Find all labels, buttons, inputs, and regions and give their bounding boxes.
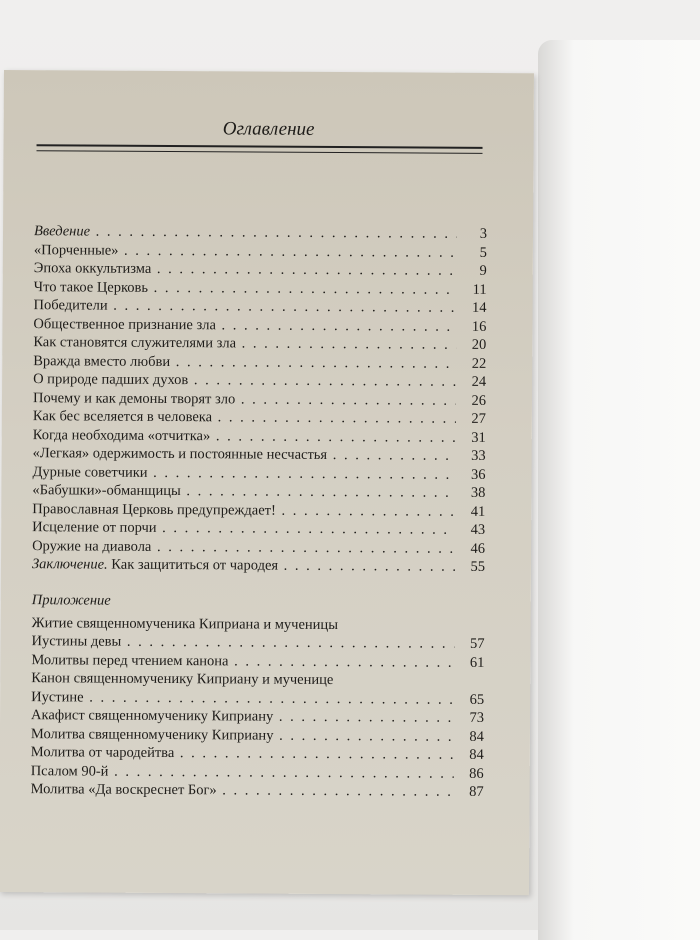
toc-page-number: 43 [470, 521, 486, 538]
toc-entry-label: Почему и как демоны творят зло [32, 389, 236, 407]
toc-page-number: 61 [469, 654, 485, 671]
appendix-title: Приложение [31, 591, 111, 609]
toc-page-number: 46 [470, 540, 486, 557]
toc-entry-label: Иустине [31, 688, 84, 705]
toc-page-number: 86 [469, 765, 484, 782]
toc-entry-first-line: Житие священномученика Киприана и мученицы [31, 614, 339, 633]
toc-entry [31, 780, 484, 801]
toc-entry-label: Эпоха оккультизма [33, 260, 152, 277]
toc-entry-label: Как защититься от чародея [107, 556, 279, 574]
toc-page-number: 26 [471, 392, 487, 409]
toc-page-number: 41 [470, 503, 486, 520]
table-of-contents [31, 222, 488, 801]
toc-entry-label: Молитва от чародейтва [30, 744, 175, 762]
toc-entry-label: Как бес вселяется в человека [32, 408, 213, 426]
toc-page-number: 3 [479, 225, 488, 242]
toc-page-number: 84 [469, 746, 484, 763]
toc-page-number: 20 [471, 336, 487, 353]
toc-page-number: 36 [470, 466, 486, 483]
toc-entry-label: Оружие на диавола [32, 537, 152, 555]
toc-entry-label: «Бабушки»-обманщицы [32, 482, 181, 500]
toc-page-number: 55 [470, 558, 486, 575]
toc-page-number: 31 [471, 429, 486, 446]
toc-entry-label: Молитва «Да воскреснет Бог» [30, 781, 217, 799]
toc-entry-label: Что такое Церковь [33, 278, 149, 296]
toc-entry-label: Псалом 90-й [30, 762, 109, 780]
toc-entry-label: Когда необходима «отчитка» [32, 426, 211, 444]
toc-page-number: 11 [472, 281, 487, 298]
toc-entry-label: Исцеление от порчи [32, 519, 157, 536]
toc-page-number: 87 [469, 783, 484, 800]
toc-entry-label: «Легкая» одержимость и постоянные несчастья [32, 445, 328, 463]
toc-entry-label: Православная Церковь предупреждает! [32, 500, 276, 519]
toc-page-number: 24 [471, 373, 487, 390]
toc-page-number: 16 [471, 318, 487, 335]
facing-page [538, 40, 700, 940]
toc-page-number: 5 [479, 244, 487, 261]
toc-entry-label: Введение [33, 223, 91, 240]
toc-entry-label: Общественное признание зла [33, 315, 216, 333]
toc-entry-label: Победители [33, 297, 108, 314]
toc-entry-label: Дурные советчики [32, 463, 148, 481]
toc-page-number: 65 [469, 691, 485, 708]
toc-entry-label: Молитвы перед чтением канона [31, 651, 229, 669]
toc-entry [31, 651, 484, 672]
toc-page-number: 9 [479, 262, 487, 279]
toc-entry-label-italic: Заключение. [31, 556, 108, 573]
toc-page-number: 73 [469, 709, 485, 726]
toc-page-number: 57 [469, 635, 485, 652]
toc-entry-label: Как становятся служителями зла [33, 334, 237, 352]
toc-page-number: 33 [471, 447, 486, 464]
toc-page-number: 38 [470, 484, 486, 501]
toc-page-number: 27 [471, 410, 486, 427]
toc-entry [32, 555, 485, 576]
toc-entry-label: Акафист священномученику Киприану [31, 707, 274, 725]
toc-entry-label: Иустины девы [31, 633, 122, 650]
toc-entry-label: «Порченные» [33, 241, 119, 259]
title-rule-thin [37, 150, 483, 154]
title-rule-thick [37, 144, 483, 149]
toc-page-number: 22 [471, 355, 487, 372]
toc-page-number: 14 [472, 299, 487, 316]
toc-entry-label: Вражда вместо любви [33, 352, 171, 370]
book-page [0, 70, 534, 895]
toc-entry-first-line: Канон священномученику Киприану и мученице [31, 670, 334, 689]
toc-page-number: 84 [469, 728, 484, 745]
toc-entry-label: Молитва священномученику Киприану [30, 725, 274, 744]
page-title: Оглавление [222, 118, 315, 140]
toc-entry-label: О природе падших духов [33, 371, 189, 389]
